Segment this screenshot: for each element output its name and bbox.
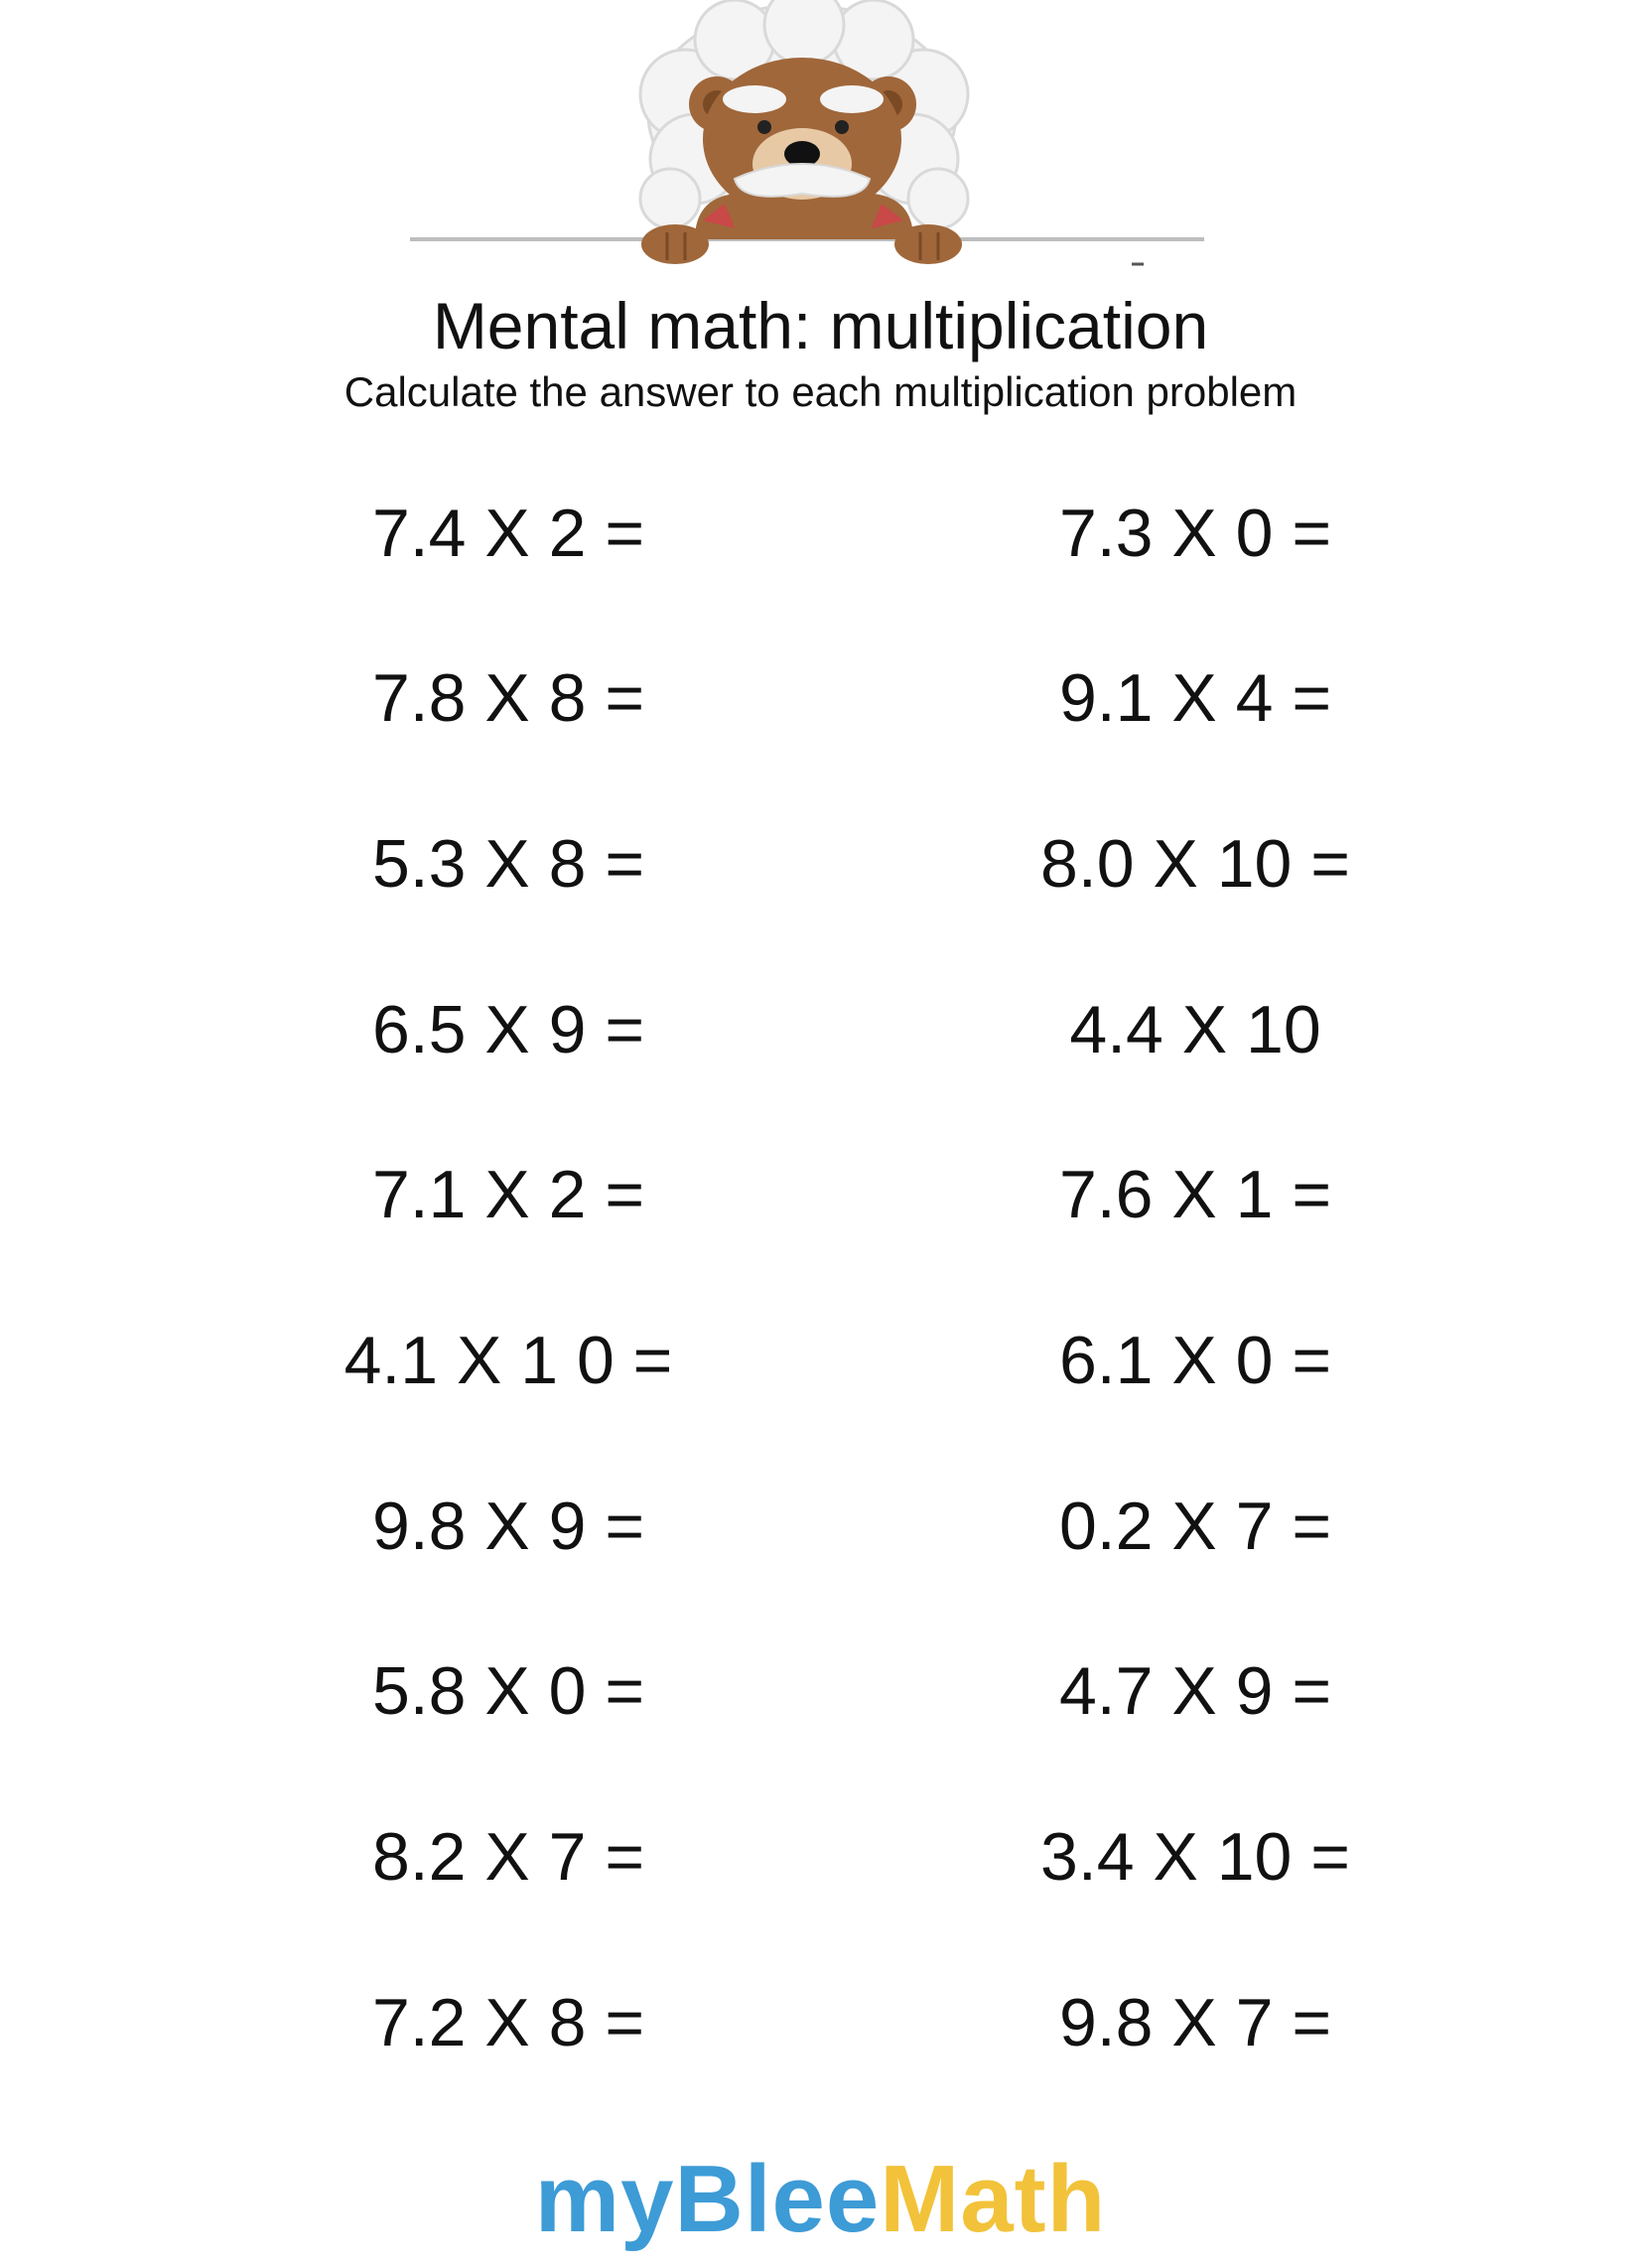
problem-right-5: 7.6 X 1 = — [1058, 1157, 1332, 1232]
problem-left-4: 6.5 X 9 = — [371, 992, 645, 1067]
brand-logo-part1: myBlee — [534, 2146, 881, 2252]
problem-right-6: 6.1 X 0 = — [1058, 1323, 1332, 1398]
problem-left-7: 9.8 X 9 = — [371, 1488, 645, 1564]
problem-right-10: 9.8 X 7 = — [1058, 1985, 1332, 2060]
brand-logo — [0, 2145, 1641, 2254]
problem-left-5: 7.1 X 2 = — [371, 1157, 645, 1232]
brand-logo-part2: Math — [880, 2146, 1107, 2252]
problem-left-10: 7.2 X 8 = — [371, 1985, 645, 2060]
problem-right-1: 7.3 X 0 = — [1058, 496, 1332, 571]
problem-left-2: 7.8 X 8 = — [371, 660, 645, 736]
problem-left-9: 8.2 X 7 = — [371, 1819, 645, 1895]
problem-right-8: 4.7 X 9 = — [1058, 1653, 1332, 1729]
problem-left-1: 7.4 X 2 = — [371, 496, 645, 571]
page-subtitle: Calculate the answer to each multiplication problem — [343, 368, 1298, 415]
problem-right-7: 0.2 X 7 = — [1058, 1488, 1332, 1564]
problem-left-6: 4.1 X 1 0 = — [343, 1323, 673, 1398]
problem-right-3: 8.0 X 10 = — [1040, 826, 1350, 902]
bear-mascot-icon — [0, 0, 1641, 283]
problem-left-8: 5.8 X 0 = — [371, 1653, 645, 1729]
problem-right-4: 4.4 X 10 — [1069, 992, 1321, 1067]
problem-right-9: 3.4 X 10 = — [1040, 1819, 1350, 1895]
problem-left-3: 5.3 X 8 = — [371, 826, 645, 902]
problem-right-2: 9.1 X 4 = — [1058, 660, 1332, 736]
page-title: Mental math: multiplication — [432, 289, 1209, 362]
